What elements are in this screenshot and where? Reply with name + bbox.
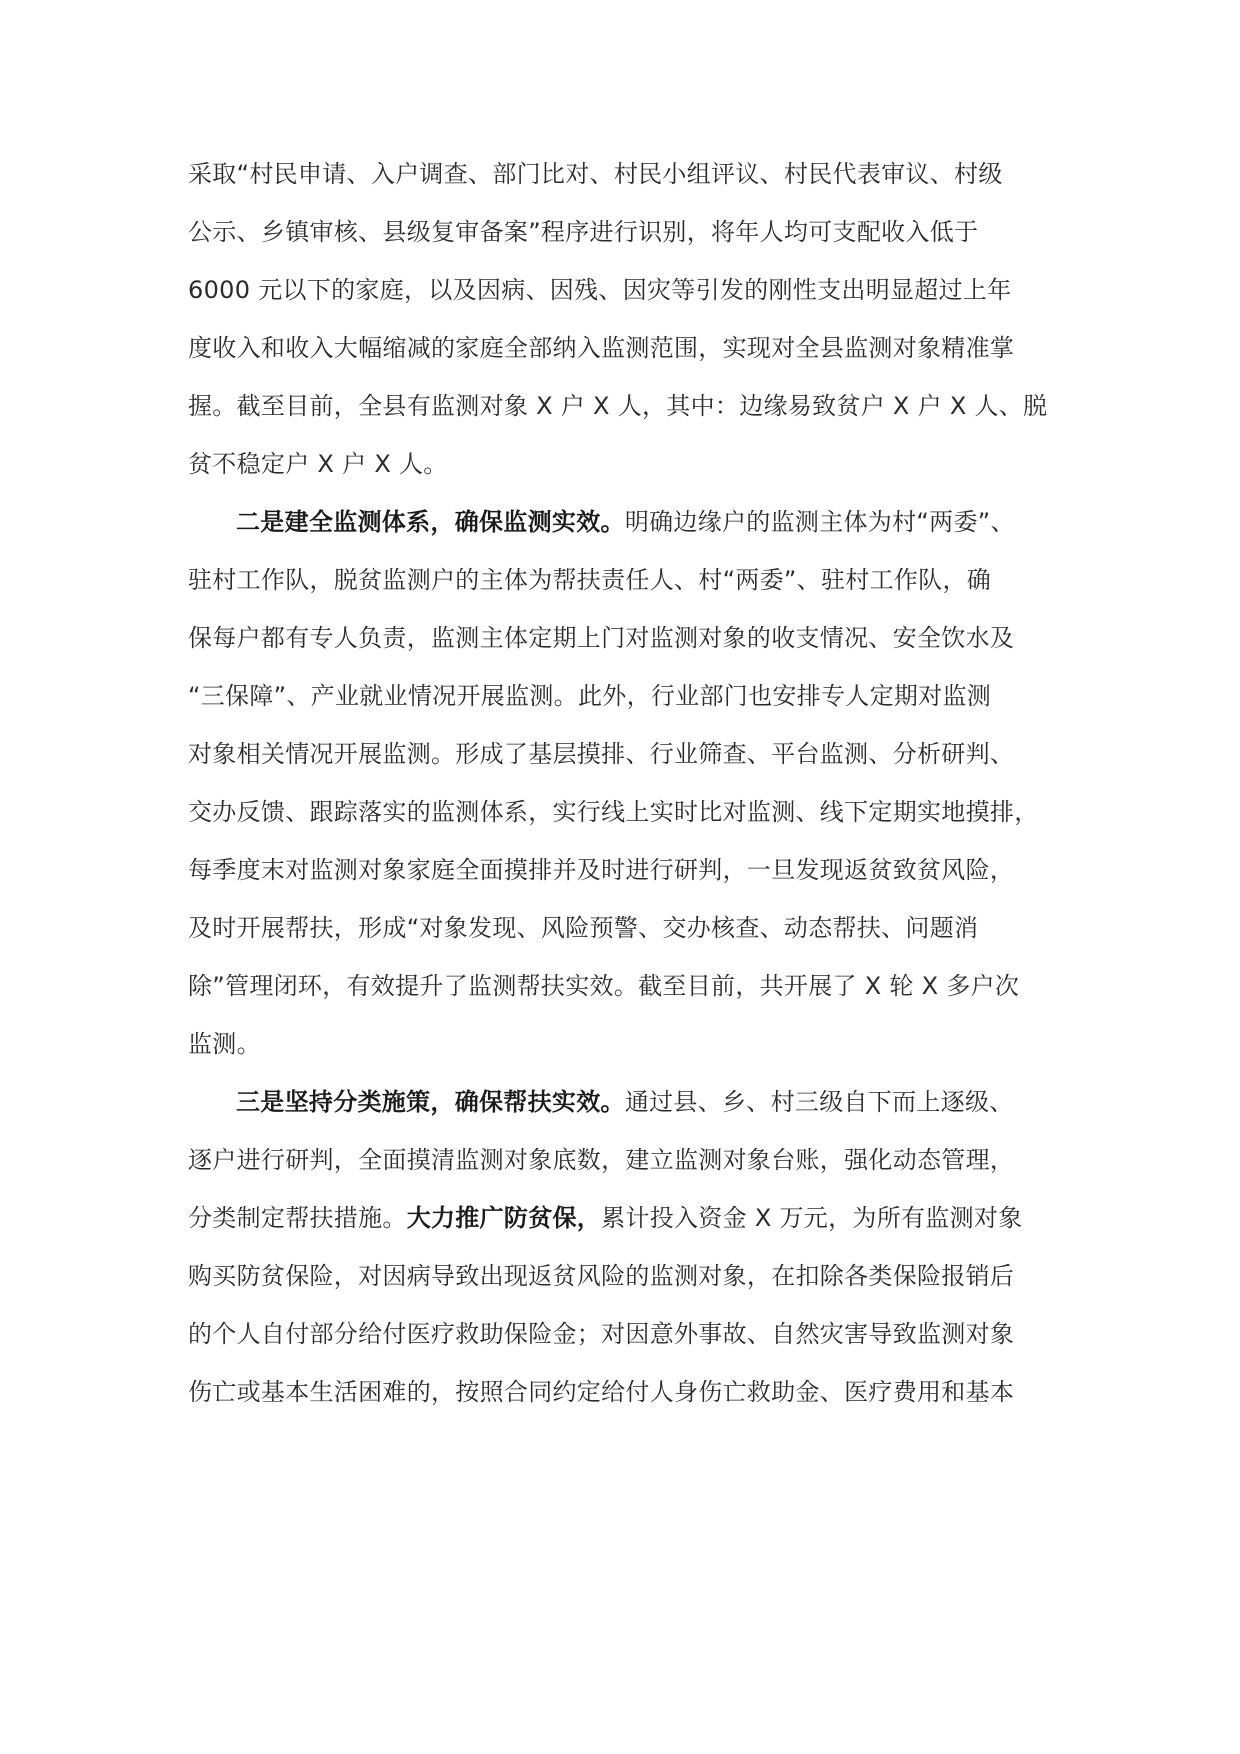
text-run: 明确边缘户的监测主体为村“两委”、 [624, 508, 1015, 536]
text-run: 度收入和收入大幅缩减的家庭全部纳入监测范围，实现对全县监测对象精准掌 [188, 334, 1015, 362]
section-heading: 二是建全监测体系，确保监测实效。 [236, 508, 625, 536]
text-line [188, 562, 1068, 598]
text-run: 每季度末对监测对象家庭全面摸排并及时进行研判，一旦发现返贫致贫风险， [188, 856, 1015, 884]
text-run: 监测。 [188, 1030, 261, 1058]
text-run: 及时开展帮扶，形成“对象发现、风险预警、交办核查、动态帮扶、问题消 [188, 914, 979, 942]
text-run: 交办反馈、跟踪落实的监测体系，实行线上实时比对监测、线下定期实地摸排， [188, 798, 1039, 826]
text-line [188, 1026, 1068, 1062]
text-line [188, 388, 1068, 424]
text-line [188, 794, 1068, 830]
text-run: 的个人自付部分给付医疗救助保险金；对因意外事故、自然灾害导致监测对象 [188, 1320, 1015, 1348]
text-line [188, 620, 1068, 656]
text-run: 购买防贫保险，对因病导致出现返贫风险的监测对象，在扣除各类保险报销后 [188, 1262, 1015, 1290]
text-line [188, 1142, 1068, 1178]
text-line [188, 446, 1068, 482]
inline-heading: 大力推广防贫保， [406, 1204, 602, 1232]
text-line [188, 910, 1068, 946]
text-run: 保每户都有专人负责，监测主体定期上门对监测对象的收支情况、安全饮水及 [188, 624, 1015, 652]
text-line [188, 1374, 1068, 1410]
text-run: 伤亡或基本生活困难的，按照合同约定给付人身伤亡救助金、医疗费用和基本 [188, 1378, 1015, 1406]
text-run: 逐户进行研判，全面摸清监测对象底数，建立监测对象台账，强化动态管理， [188, 1146, 1015, 1174]
text-run: 对象相关情况开展监测。形成了基层摸排、行业筛查、平台监测、分析研判、 [188, 740, 1015, 768]
text-run: 分类制定帮扶措施。 [188, 1204, 407, 1232]
text-line [188, 736, 1068, 772]
paragraph-heading-line [236, 1084, 1068, 1120]
text-run: 6000 元以下的家庭，以及因病、因残、因灾等引发的刚性支出明显超过上年 [188, 276, 1012, 304]
section-heading: 三是坚持分类施策，确保帮扶实效。 [236, 1088, 625, 1116]
text-run: 采取“村民申请、入户调查、部门比对、村民小组评议、村民代表审议、村级 [188, 160, 1003, 188]
text-run: 累计投入资金 X 万元，为所有监测对象 [601, 1204, 1023, 1232]
text-run: 握。截至目前，全县有监测对象 X 户 X 人，其中：边缘易致贫户 X 户 X 人、脱 [188, 392, 1048, 420]
text-line [188, 678, 1068, 714]
text-run: 贫不稳定户 X 户 X 人。 [188, 450, 448, 478]
text-run: “三保障”、产业就业情况开展监测。此外，行业部门也安排专人定期对监测 [188, 682, 992, 710]
text-line [188, 214, 1068, 250]
text-line [188, 1316, 1068, 1352]
text-run: 通过县、乡、村三级自下而上逐级、 [624, 1088, 1014, 1116]
text-line [188, 1258, 1068, 1294]
text-line [188, 272, 1068, 308]
text-run: 除”管理闭环，有效提升了监测帮扶实效。截至目前，共开展了 X 轮 X 多户次 [188, 972, 1020, 1000]
text-line [188, 156, 1068, 192]
text-run: 公示、乡镇审核、县级复审备案”程序进行识别，将年人均可支配收入低于 [188, 218, 979, 246]
text-line [188, 968, 1068, 1004]
text-line [188, 330, 1068, 366]
text-line [188, 852, 1068, 888]
paragraph-heading-line [236, 504, 1068, 540]
text-line [188, 1200, 1068, 1236]
text-run: 驻村工作队，脱贫监测户的主体为帮扶责任人、村“两委”、驻村工作队，确 [188, 566, 992, 594]
